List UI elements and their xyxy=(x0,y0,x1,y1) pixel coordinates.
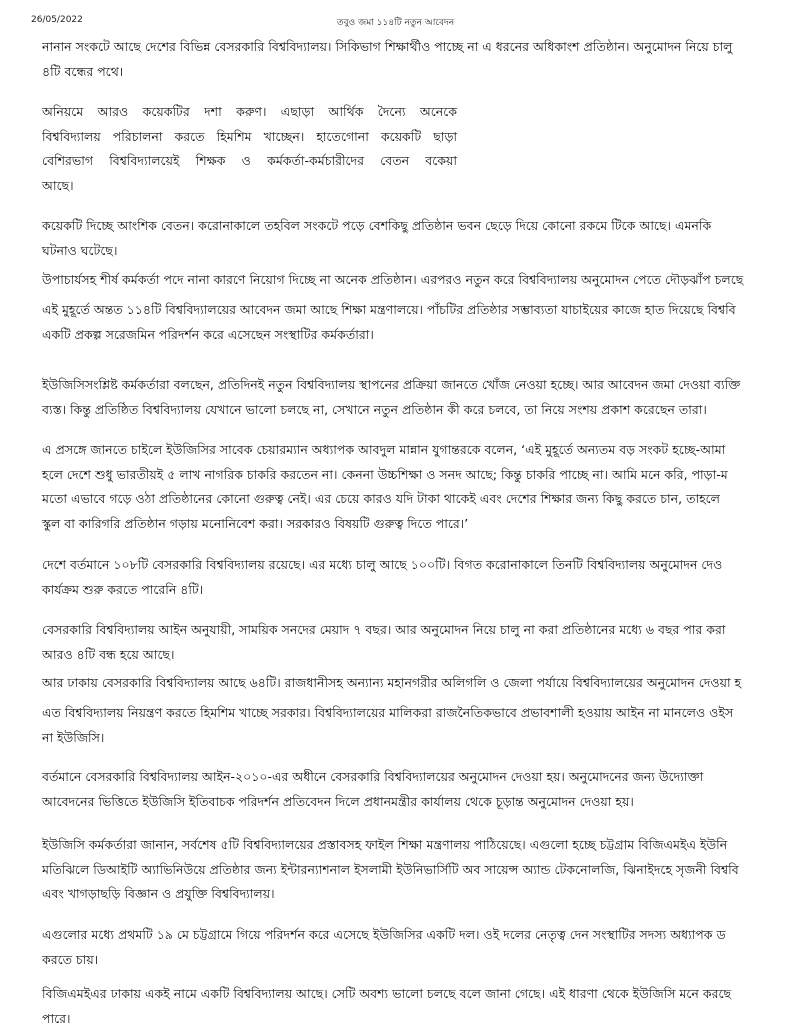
article-paragraph xyxy=(42,701,733,750)
paragraph-line: স্কুল বা কারিগরি প্রতিষ্ঠান গড়ায় মনোনিবেশ করা। সরকারও বিষয়টি গুরুত্ব দিতে পারে।’ xyxy=(42,512,728,537)
paragraph-line: বেশিরভাগ বিশ্ববিদ্যালয়েই শিক্ষক ও কর্মকর্তা-কর্মচারীদের বেতন বকেয়া xyxy=(42,149,457,174)
paragraph-line: কয়েকটি দিচ্ছে আংশিক বেতন। করোনাকালে তহবিল সংকটে পড়ে বেশকিছু প্রতিষ্ঠান ভবন ছেড়ে দিয়ে কোনো রকমে টিকে আছে। এমনকি xyxy=(42,214,711,239)
paragraph-line: আর ঢাকায় বেসরকারি বিশ্ববিদ্যালয় আছে ৬৪টি। রাজধানীসহ অন্যান্য মহানগরীর অলিগলি ও জেলা পর্যায়ে বিশ্ববিদ্যালয়ের অনুমোদন দেওয়া হ xyxy=(42,671,741,696)
paragraph-line: উপাচার্যসহ শীর্ষ কর্মকর্তা পদে নানা কারণে নিয়োগ দিচ্ছে না অনেক প্রতিষ্ঠান। এরপরও নতুন করে বিশ্ববিদ্যালয় অনুমোদন পেতে দৌড়ঝাঁপ চলছে xyxy=(42,268,743,293)
paragraph-line: না ইউজিসি। xyxy=(42,726,733,751)
article-paragraph xyxy=(42,100,457,198)
paragraph-line: আরও ৪টি বন্ধ হয়ে আছে। xyxy=(42,643,726,668)
paragraph-line: অনিয়মে আরও কয়েকটির দশা করুণ। এছাড়া আর্থিক দৈন্যে অনেকে xyxy=(42,100,457,125)
article-paragraph xyxy=(42,35,732,84)
paragraph-line: দেশে বর্তমানে ১০৮টি বেসরকারি বিশ্ববিদ্যালয় রয়েছে। এর মধ্যে চালু আছে ১০০টি। বিগত করোনাকালে তিনটি বিশ্ববিদ্যালয় অনুমোদন দেও xyxy=(42,553,722,578)
article-paragraph xyxy=(42,671,741,696)
paragraph-line: কার্যক্রম শুরু করতে পারেনি ৪টি। xyxy=(42,578,722,603)
paragraph-line: ৪টি বন্ধের পথে। xyxy=(42,60,732,85)
print-date: 26/05/2022 xyxy=(31,15,83,25)
paragraph-line: নানান সংকটে আছে দেশের বিভিন্ন বেসরকারি বিশ্ববিদ্যালয়। সিকিভাগ শিক্ষার্থীও পাচ্ছে না এ ধরনের অধিকাংশ প্রতিষ্ঠান। অনুমোদন নিয়ে চালু xyxy=(42,35,732,60)
article-paragraph xyxy=(42,438,728,536)
article-paragraph xyxy=(42,373,740,422)
paragraph-line: এগুলোর মধ্যে প্রথমটি ১৯ মে চট্টগ্রামে গিয়ে পরিদর্শন করে এসেছে ইউজিসির একটি দল। ওই দলের নেতৃত্ব দেন সংস্থাটির সদস্য অধ্যাপক ড xyxy=(42,923,726,948)
article-paragraph xyxy=(42,833,739,907)
paragraph-line: আবেদনের ভিত্তিতে ইউজিসি ইতিবাচক পরিদর্শন প্রতিবেদন দিলে প্রধানমন্ত্রীর কার্যালয় থেকে চূড়ান্ত অনুমোদন দেওয়া হয়। xyxy=(42,790,703,815)
article-paragraph xyxy=(42,618,726,667)
paragraph-line: এ প্রসঙ্গে জানতে চাইলে ইউজিসির সাবেক চেয়ারম্যান অধ্যাপক আবদুল মান্নান যুগান্তরকে বলেন, ‘এই মুহূর্তে অন্যতম বড় সংকট হচ্ছে-আমা xyxy=(42,438,728,463)
paragraph-line: পারে। xyxy=(42,1007,731,1031)
paragraph-line: মতিঝিলে ডিআইটি অ্যাভিনিউয়ে প্রতিষ্ঠার জন্য ইন্টারন্যাশনাল ইসলামী ইউনিভার্সিটি অব সায়েন্স অ্যান্ড টেকনোলজি, ঝিনাইদহে সৃজনী বিশ্ববি xyxy=(42,858,739,883)
paragraph-line: বিশ্ববিদ্যালয় পরিচালনা করতে হিমশিম খাচ্ছেন। হাতেগোনা কয়েকটি ছাড়া xyxy=(42,125,457,150)
paragraph-line: হলে দেশে শুধু ভারতীয়ই ৫ লাখ নাগরিক চাকরি করতেন না। কেননা উচ্চশিক্ষা ও সনদ আছে; কিন্তু চাকরি পাচ্ছে না। আমি মনে করি, পাড়া-ম xyxy=(42,463,728,488)
article-paragraph xyxy=(42,214,711,263)
paragraph-line: ইউজিসিসংশ্লিষ্ট কর্মকর্তারা বলছেন, প্রতিদিনই নতুন বিশ্ববিদ্যালয় স্থাপনের প্রক্রিয়া জানতে খোঁজ নেওয়া হচ্ছে। আর আবেদন জমা দেওয়া ব্যক্তি xyxy=(42,373,740,398)
paragraph-line: একটি প্রকল্প সরেজমিন পরিদর্শন করে এসেছেন সংস্থাটির কর্মকর্তারা। xyxy=(42,323,736,348)
paragraph-line: আছে। xyxy=(42,174,457,199)
article-paragraph xyxy=(42,765,703,814)
article-paragraph xyxy=(42,553,722,602)
paragraph-line: এবং খাগড়াছড়ি বিজ্ঞান ও প্রযুক্তি বিশ্ববিদ্যালয়। xyxy=(42,882,739,907)
article-paragraph xyxy=(42,268,743,293)
paragraph-line: ইউজিসি কর্মকর্তারা জানান, সর্বশেষ ৫টি বিশ্ববিদ্যালয়ের প্রস্তাবসহ ফাইল শিক্ষা মন্ত্রণালয় পাঠিয়েছে। এগুলো হচ্ছে চট্টগ্রাম বিজিএমইএ ইউনি xyxy=(42,833,739,858)
paragraph-line: বেসরকারি বিশ্ববিদ্যালয় আইন অনুযায়ী, সাময়িক সনদের মেয়াদ ৭ বছর। আর অনুমোদন নিয়ে চালু না করা প্রতিষ্ঠানের মধ্যে ৬ বছর পার করা xyxy=(42,618,726,643)
paragraph-line: এত বিশ্ববিদ্যালয় নিয়ন্ত্রণ করতে হিমশিম খাচ্ছে সরকার। বিশ্ববিদ্যালয়ের মালিকরা রাজনৈতিকভাবে প্রভাবশালী হওয়ায় আইন না মানলেও ওইস xyxy=(42,701,733,726)
article-paragraph xyxy=(42,298,736,347)
article-paragraph xyxy=(42,923,726,972)
paragraph-line: বিজিএমইএর ঢাকায় একই নামে একটি বিশ্ববিদ্যালয় আছে। সেটি অবশ্য ভালো চলছে বলে জানা গেছে। এই ধারণা থেকে ইউজিসি মনে করছে xyxy=(42,982,731,1007)
page-title: তবুও জমা ১১৪টি নতুন আবেদন xyxy=(0,15,791,30)
paragraph-line: ব্যস্ত। কিন্তু প্রতিষ্ঠিত বিশ্ববিদ্যালয় যেখানে ভালো চলছে না, সেখানে নতুন প্রতিষ্ঠান কী করে চলবে, তা নিয়ে সংশয় প্রকাশ করেছেন তারা। xyxy=(42,398,740,423)
paragraph-line: মতো এভাবে গড়ে ওঠা প্রতিষ্ঠানের কোনো গুরুত্ব নেই। এর চেয়ে কারও যদি টাকা থাকেই এবং দেশের শিক্ষার জন্য কিছু করতে চান, তাহলে xyxy=(42,487,728,512)
paragraph-line: এই মুহূর্তে অন্তত ১১৪টি বিশ্ববিদ্যালয়ের আবেদন জমা আছে শিক্ষা মন্ত্রণালয়ে। পাঁচটির প্রতিষ্ঠার সম্ভাব্যতা যাচাইয়ের কাজে হাত দিয়েছে বিশ্ববি xyxy=(42,298,736,323)
paragraph-line: করতে চায়। xyxy=(42,948,726,973)
paragraph-line: বর্তমানে বেসরকারি বিশ্ববিদ্যালয় আইন-২০১০-এর অধীনে বেসরকারি বিশ্ববিদ্যালয়ের অনুমোদন দেওয়া হয়। অনুমোদনের জন্য উদ্যোক্তা xyxy=(42,765,703,790)
paragraph-line: ঘটনাও ঘটেছে। xyxy=(42,239,711,264)
